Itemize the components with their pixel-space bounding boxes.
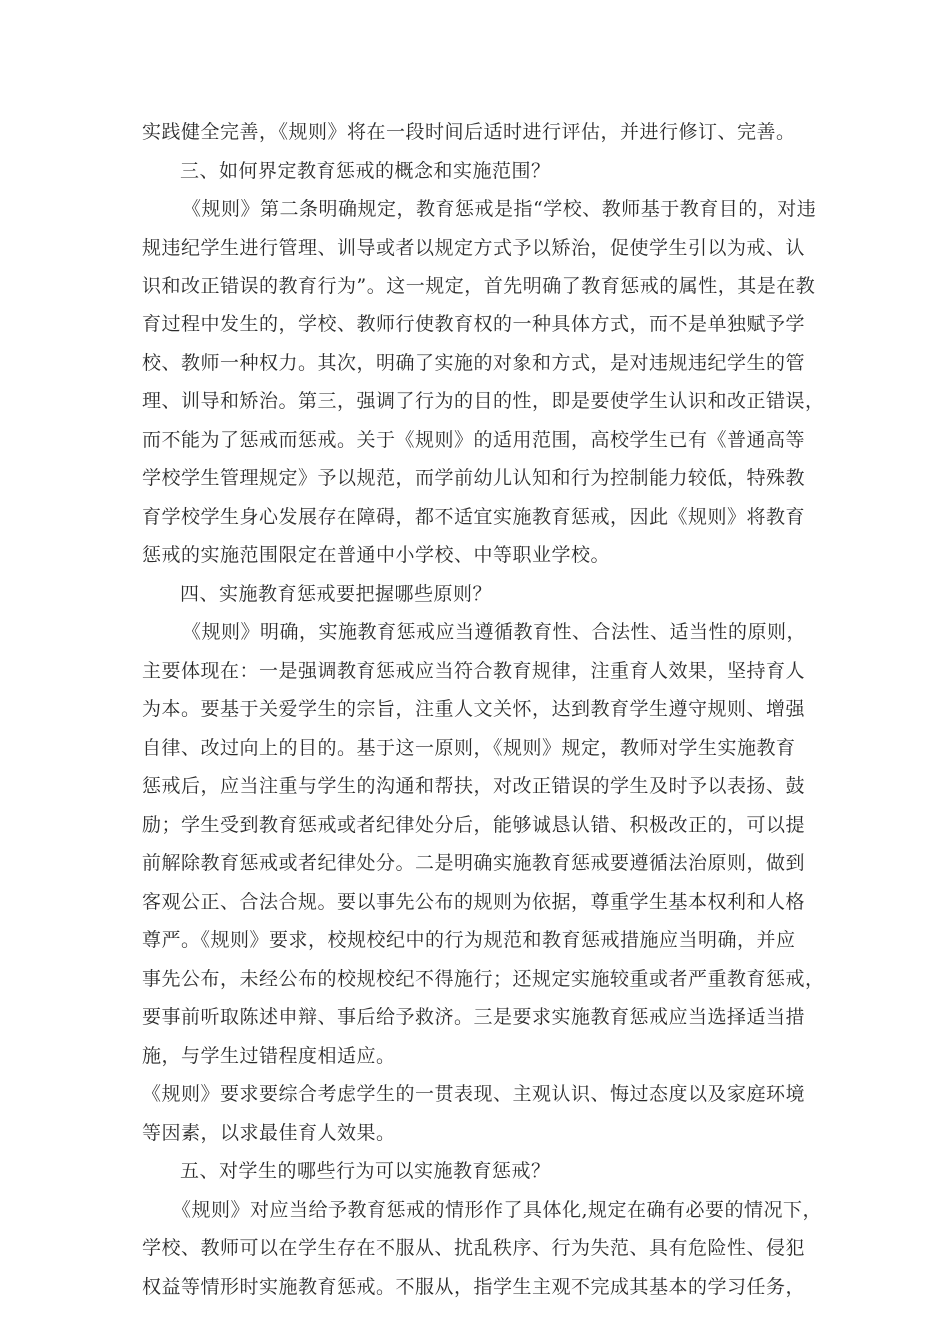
- text-line: 尊严。《规则》要求，校规校纪中的行为规范和教育惩戒措施应当明确，并应: [142, 929, 796, 951]
- text-line: 理、训导和矫治。第三，强调了行为的目的性，即是要使学生认识和改正错误，: [142, 390, 825, 412]
- text-line: 惩戒后，应当注重与学生的沟通和帮扶，对改正错误的学生及时予以表扬、鼓: [142, 775, 806, 797]
- text-line: 励；学生受到教育惩戒或者纪律处分后，能够诚恳认错、积极改正的，可以提: [142, 814, 806, 836]
- text-line: 学校、教师可以在学生存在不服从、扰乱秩序、行为失范、具有危险性、侵犯: [142, 1237, 806, 1259]
- text-line: 主要体现在：一是强调教育惩戒应当符合教育规律，注重育人效果，坚持育人: [142, 660, 806, 682]
- text-line: 《规则》明确，实施教育惩戒应当遵循教育性、合法性、适当性的原则，: [182, 621, 807, 643]
- text-line: 惩戒的实施范围限定在普通中小学校、中等职业学校。: [142, 544, 611, 566]
- text-line: 而不能为了惩戒而惩戒。关于《规则》的适用范围，高校学生已有《普通高等: [142, 429, 806, 451]
- text-line: 自律、改过向上的目的。基于这一原则，《规则》规定，教师对学生实施教育: [142, 737, 796, 759]
- text-line: 施，与学生过错程度相适应。: [142, 1045, 396, 1067]
- text-line: 《规则》对应当给予教育惩戒的情形作了具体化,规定在确有必要的情况下，: [172, 1199, 823, 1221]
- text-line: 规违纪学生进行管理、训导或者以规定方式予以矫治，促使学生引以为戒、认: [142, 237, 806, 259]
- text-line: 校、教师一种权力。其次，明确了实施的对象和方式，是对违规违纪学生的管: [142, 352, 806, 374]
- text-line: 权益等情形时实施教育惩戒。不服从，指学生主观不完成其基本的学习任务，: [142, 1276, 806, 1298]
- section-heading: 四、实施教育惩戒要把握哪些原则？: [180, 583, 493, 605]
- text-line: 《规则》第二条明确规定，教育惩戒是指“学校、教师基于教育目的，对违: [182, 198, 817, 220]
- section-heading: 五、对学生的哪些行为可以实施教育惩戒？: [180, 1160, 551, 1182]
- text-line: 为本。要基于关爱学生的宗旨，注重人文关怀，达到教育学生遵守规则、增强: [142, 698, 806, 720]
- section-heading: 三、如何界定教育惩戒的概念和实施范围？: [180, 160, 551, 182]
- text-line: 《规则》要求要综合考虑学生的一贯表现、主观认识、悔过态度以及家庭环境: [142, 1083, 806, 1105]
- text-line: 要事前听取陈述申辩、事后给予救济。三是要求实施教育惩戒应当选择适当措: [142, 1006, 806, 1028]
- text-line: 育学校学生身心发展存在障碍，都不适宜实施教育惩戒，因此《规则》将教育: [142, 506, 806, 528]
- text-line: 识和改正错误的教育行为”。这一规定，首先明确了教育惩戒的属性，其是在教: [142, 275, 816, 297]
- text-line: 实践健全完善，《规则》将在一段时间后适时进行评估，并进行修订、完善。: [142, 121, 796, 143]
- text-line: 等因素，以求最佳育人效果。: [142, 1122, 396, 1144]
- text-line: 学校学生管理规定》予以规范，而学前幼儿认知和行为控制能力较低，特殊教: [142, 467, 806, 489]
- text-line: 事先公布，未经公布的校规校纪不得施行；还规定实施较重或者严重教育惩戒，: [142, 968, 825, 990]
- text-line: 育过程中发生的，学校、教师行使教育权的一种具体方式，而不是单独赋予学: [142, 313, 806, 335]
- text-line: 客观公正、合法合规。要以事先公布的规则为依据，尊重学生基本权利和人格: [142, 891, 806, 913]
- text-line: 前解除教育惩戒或者纪律处分。二是明确实施教育惩戒要遵循法治原则，做到: [142, 852, 806, 874]
